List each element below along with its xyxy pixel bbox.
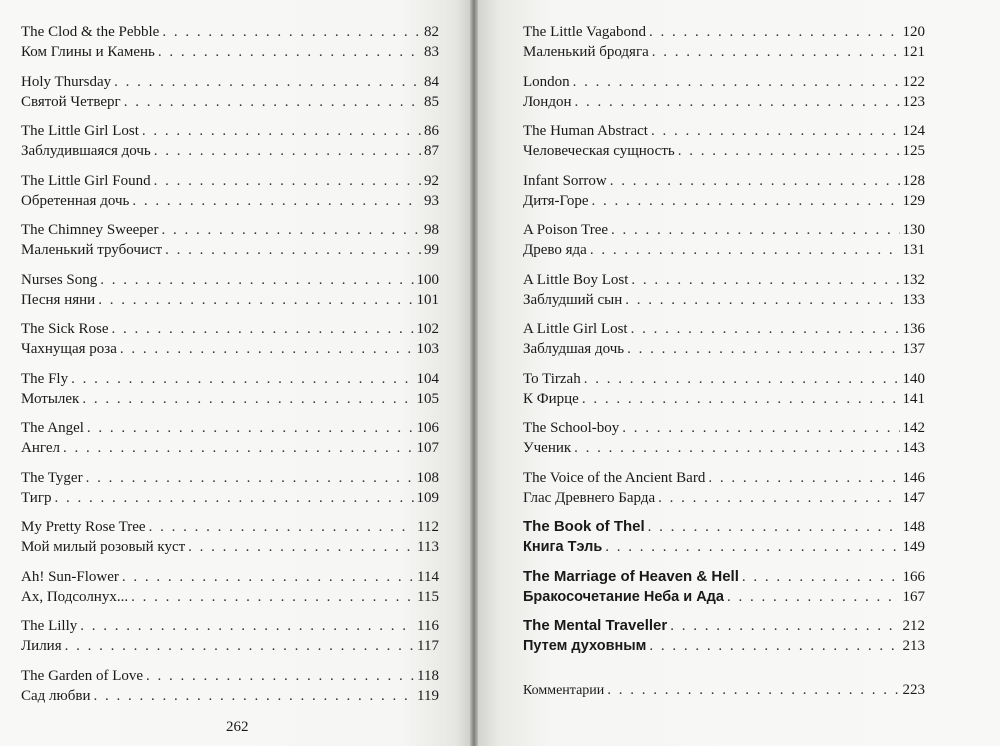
toc-poem-group <box>523 22 925 72</box>
toc-entry <box>21 369 439 389</box>
entry-title: Ком Глины и Камень <box>21 44 155 60</box>
toc-entry <box>21 636 439 656</box>
dot-leader <box>651 121 900 141</box>
toc-entry <box>523 418 925 438</box>
entry-title: The Lilly <box>21 618 78 634</box>
entry-page: 132 <box>902 271 925 288</box>
entry-title: The Fly <box>21 370 69 387</box>
dot-leader <box>590 240 900 260</box>
entry-title: Ah! Sun-Flower <box>21 568 119 585</box>
entry-title: The Angel <box>21 420 84 436</box>
page-number: 262 <box>226 719 249 735</box>
dot-leader <box>622 418 899 438</box>
entry-page: 103 <box>416 341 439 357</box>
entry-title: К Фирце <box>523 390 579 407</box>
toc-poem-group <box>21 418 439 468</box>
toc-entry <box>523 389 925 409</box>
toc-entry <box>21 171 439 191</box>
toc-entry <box>21 567 439 587</box>
toc-entry <box>21 72 439 92</box>
toc-entry <box>21 389 439 409</box>
entry-title: Лондон <box>523 93 572 110</box>
entry-page: 93 <box>424 192 439 209</box>
dot-leader <box>584 369 900 389</box>
dot-leader <box>122 567 414 587</box>
toc-entry <box>523 92 925 112</box>
entry-page: 124 <box>902 123 925 139</box>
dot-leader <box>158 42 421 62</box>
entry-title: The Clod & the Pebble <box>21 24 160 40</box>
dot-leader <box>65 636 414 656</box>
entry-page: 128 <box>902 172 925 189</box>
entry-page: 125 <box>902 143 925 159</box>
entry-title: Тигр <box>21 489 52 506</box>
toc-section-group <box>523 616 925 666</box>
entry-title: The Tyger <box>21 469 83 486</box>
dot-leader <box>154 171 421 191</box>
dot-leader <box>708 468 899 488</box>
entry-title: Ах, Подсолнух... <box>21 588 129 605</box>
entry-page: 92 <box>424 172 439 189</box>
entry-page: 86 <box>424 123 439 139</box>
toc-entry <box>523 220 925 240</box>
entry-page: 101 <box>416 291 439 308</box>
toc-entry <box>21 42 439 62</box>
dot-leader <box>162 22 421 42</box>
entry-title: Чахнущая роза <box>21 341 117 357</box>
entry-page: 149 <box>902 539 925 555</box>
dot-leader <box>658 488 899 508</box>
entry-title: Мотылек <box>21 390 80 407</box>
dot-leader <box>86 468 414 488</box>
dot-leader <box>742 567 900 587</box>
left-toc <box>21 22 439 715</box>
entry-page: 148 <box>902 519 925 535</box>
dot-leader <box>63 438 414 458</box>
dot-leader <box>652 42 900 62</box>
toc-entry <box>523 567 925 587</box>
entry-page: 108 <box>416 469 439 486</box>
toc-entry <box>21 468 439 488</box>
comments-entry <box>523 680 925 700</box>
entry-title: The Human Abstract <box>523 123 648 139</box>
dot-leader <box>131 587 414 607</box>
dot-leader <box>132 191 421 211</box>
toc-entry <box>21 141 439 161</box>
toc-entry <box>523 121 925 141</box>
toc-entry <box>21 270 439 290</box>
dot-leader <box>670 616 899 636</box>
dot-leader <box>54 488 413 508</box>
toc-entry <box>523 72 925 92</box>
dot-leader <box>575 92 900 112</box>
entry-page: 115 <box>417 588 439 605</box>
toc-entry <box>21 290 439 310</box>
dot-leader <box>573 72 900 92</box>
toc-entry <box>21 537 439 557</box>
toc-entry <box>21 488 439 508</box>
entry-title: Обретенная дочь <box>21 192 130 209</box>
dot-leader <box>100 270 413 290</box>
dot-leader <box>627 339 899 359</box>
entry-title: The Marriage of Heaven & Hell <box>523 567 739 585</box>
dot-leader <box>71 369 413 389</box>
entry-title: The Mental Traveller <box>523 617 668 634</box>
entry-title: Ученик <box>523 440 572 456</box>
dot-leader <box>80 616 414 636</box>
entry-page: 104 <box>416 370 439 387</box>
entry-title: Заблудшая дочь <box>523 341 625 357</box>
toc-entry <box>523 616 925 636</box>
toc-entry <box>523 240 925 260</box>
toc-entry <box>21 587 439 607</box>
left-page <box>0 0 470 746</box>
entry-title: Заблудившаяся дочь <box>21 143 151 159</box>
entry-page: 107 <box>416 440 439 456</box>
entry-title: The Little Girl Lost <box>21 123 139 139</box>
right-toc <box>523 22 925 666</box>
toc-poem-group <box>21 468 439 518</box>
entry-page: 116 <box>417 618 439 634</box>
toc-entry <box>21 438 439 458</box>
entry-page: 136 <box>902 321 925 337</box>
entry-title: Человеческая сущность <box>523 143 675 159</box>
right-page <box>478 0 1000 746</box>
entry-page: 98 <box>424 222 439 238</box>
toc-poem-group <box>21 616 439 666</box>
entry-title: The Little Girl Found <box>21 172 151 189</box>
toc-entry <box>523 22 925 42</box>
toc-entry <box>523 369 925 389</box>
entry-page: 133 <box>902 291 925 308</box>
entry-title: London <box>523 73 570 90</box>
entry-title: Древо яда <box>523 242 587 258</box>
entry-title: To Tirzah <box>523 370 581 387</box>
entry-title: Лилия <box>21 638 62 654</box>
toc-entry <box>523 171 925 191</box>
entry-title: Маленький бродяга <box>523 44 649 60</box>
entry-title: Заблудший сын <box>523 291 623 308</box>
entry-title: The Garden of Love <box>21 667 144 684</box>
dot-leader <box>165 240 421 260</box>
entry-page: 147 <box>902 489 925 506</box>
entry-title: Бракосочетание Неба и Ада <box>523 588 724 605</box>
entry-page: 83 <box>424 44 439 60</box>
entry-page: 112 <box>417 519 439 535</box>
entry-title: Nurses Song <box>21 271 98 288</box>
entry-title: Святой Четверг <box>21 93 121 110</box>
entry-page: 212 <box>902 618 925 634</box>
entry-title: A Little Girl Lost <box>523 321 628 337</box>
toc-poem-group <box>21 220 439 270</box>
book-gutter <box>470 0 478 746</box>
toc-poem-group <box>523 121 925 171</box>
toc-section-group <box>523 517 925 567</box>
entry-title: Holy Thursday <box>21 73 112 90</box>
dot-leader <box>582 389 900 409</box>
entry-title: The Sick Rose <box>21 321 109 337</box>
entry-title: Маленький трубочист <box>21 242 163 258</box>
toc-entry <box>523 537 925 557</box>
entry-page: 141 <box>902 390 925 407</box>
entry-page: 117 <box>417 638 439 654</box>
toc-entry <box>21 121 439 141</box>
toc-poem-group <box>523 369 925 419</box>
entry-title: Глас Древнего Барда <box>523 489 656 506</box>
toc-entry <box>523 587 925 607</box>
entry-page: 113 <box>417 539 439 555</box>
entry-page: 87 <box>424 143 439 159</box>
entry-page: 131 <box>902 242 925 258</box>
toc-entry <box>523 636 925 656</box>
dot-leader <box>149 517 414 537</box>
entry-title: Дитя-Горе <box>523 192 589 209</box>
dot-leader <box>120 339 414 359</box>
toc-entry <box>523 438 925 458</box>
entry-title: Мой милый розовый куст <box>21 539 186 555</box>
entry-page: 82 <box>424 24 439 40</box>
entry-page: 99 <box>424 242 439 258</box>
dot-leader <box>625 290 899 310</box>
dot-leader <box>82 389 413 409</box>
dot-leader <box>154 141 421 161</box>
toc-entry <box>21 418 439 438</box>
toc-poem-group <box>523 418 925 468</box>
dot-leader <box>112 319 414 339</box>
toc-poem-group <box>21 22 439 72</box>
entry-page: 123 <box>902 93 925 110</box>
toc-entry <box>523 290 925 310</box>
toc-entry <box>523 468 925 488</box>
dot-leader <box>93 686 414 706</box>
toc-entry <box>21 616 439 636</box>
entry-title: A Little Boy Lost <box>523 271 629 288</box>
dot-leader <box>678 141 900 161</box>
entry-title: The Book of Thel <box>523 518 645 535</box>
toc-entry <box>523 680 925 700</box>
dot-leader <box>727 587 900 607</box>
entry-page: 130 <box>902 222 925 238</box>
toc-poem-group <box>523 319 925 369</box>
entry-page: 146 <box>902 469 925 486</box>
toc-entry <box>523 141 925 161</box>
entry-title: Путем духовным <box>523 638 647 654</box>
dot-leader <box>610 171 900 191</box>
toc-entry <box>21 517 439 537</box>
entry-title: Сад любви <box>21 687 91 704</box>
entry-page: 140 <box>902 370 925 387</box>
dot-leader <box>592 191 900 211</box>
dot-leader <box>611 220 899 240</box>
toc-entry <box>523 191 925 211</box>
toc-poem-group <box>523 468 925 518</box>
entry-title: Комментарии <box>523 683 605 698</box>
entry-page: 120 <box>902 24 925 40</box>
toc-entry <box>21 666 439 686</box>
entry-page: 119 <box>417 687 439 704</box>
entry-page: 106 <box>416 420 439 436</box>
toc-poem-group <box>21 319 439 369</box>
entry-title: Книга Тэль <box>523 539 603 555</box>
toc-poem-group <box>523 72 925 122</box>
dot-leader <box>142 121 421 141</box>
dot-leader <box>188 537 414 557</box>
entry-title: Infant Sorrow <box>523 172 607 189</box>
toc-entry <box>523 339 925 359</box>
entry-title: A Poison Tree <box>523 222 609 238</box>
toc-entry <box>21 240 439 260</box>
toc-entry <box>523 488 925 508</box>
entry-page: 137 <box>902 341 925 357</box>
dot-leader <box>124 92 421 112</box>
entry-page: 142 <box>902 420 925 436</box>
toc-entry <box>21 319 439 339</box>
toc-poem-group <box>523 220 925 270</box>
entry-page: 109 <box>416 489 439 506</box>
toc-entry <box>21 686 439 706</box>
dot-leader <box>631 319 900 339</box>
entry-title: Ангел <box>21 440 60 456</box>
toc-entry <box>21 22 439 42</box>
dot-leader <box>114 72 421 92</box>
entry-page: 105 <box>416 390 439 407</box>
dot-leader <box>146 666 414 686</box>
entry-page: 121 <box>902 44 925 60</box>
entry-title: The Little Vagabond <box>523 24 647 40</box>
dot-leader <box>98 290 413 310</box>
entry-page: 122 <box>902 73 925 90</box>
toc-entry <box>523 319 925 339</box>
entry-page: 85 <box>424 93 439 110</box>
entry-title: The Chimney Sweeper <box>21 222 159 238</box>
toc-entry <box>523 270 925 290</box>
entry-page: 118 <box>417 667 439 684</box>
entry-title: Песня няни <box>21 291 96 308</box>
dot-leader <box>607 680 899 700</box>
entry-page: 84 <box>424 73 439 90</box>
dot-leader <box>648 517 900 537</box>
toc-poem-group <box>21 72 439 122</box>
toc-poem-group <box>21 517 439 567</box>
toc-poem-group <box>21 369 439 419</box>
dot-leader <box>631 270 899 290</box>
dot-leader <box>87 418 414 438</box>
toc-poem-group <box>21 567 439 617</box>
entry-page: 143 <box>902 440 925 456</box>
entry-page: 100 <box>416 271 439 288</box>
entry-page: 213 <box>902 638 925 654</box>
entry-page: 129 <box>902 192 925 209</box>
dot-leader <box>605 537 899 557</box>
toc-poem-group <box>523 171 925 221</box>
toc-poem-group <box>21 121 439 171</box>
toc-poem-group <box>21 270 439 320</box>
toc-poem-group <box>21 666 439 716</box>
toc-poem-group <box>21 171 439 221</box>
toc-entry <box>21 220 439 240</box>
entry-page: 114 <box>417 568 439 585</box>
toc-entry <box>21 339 439 359</box>
toc-entry <box>21 92 439 112</box>
entry-page: 166 <box>902 568 925 585</box>
toc-entry <box>523 517 925 537</box>
entry-title: My Pretty Rose Tree <box>21 519 146 535</box>
toc-entry <box>523 42 925 62</box>
entry-page: 102 <box>416 321 439 337</box>
entry-title: The Voice of the Ancient Bard <box>523 469 706 486</box>
toc-entry <box>21 191 439 211</box>
toc-section-group <box>523 567 925 617</box>
entry-page: 223 <box>902 682 925 698</box>
dot-leader <box>574 438 899 458</box>
dot-leader <box>649 22 899 42</box>
entry-page: 167 <box>902 588 925 605</box>
dot-leader <box>161 220 421 240</box>
entry-title: The School-boy <box>523 420 620 436</box>
dot-leader <box>649 636 899 656</box>
toc-poem-group <box>523 270 925 320</box>
